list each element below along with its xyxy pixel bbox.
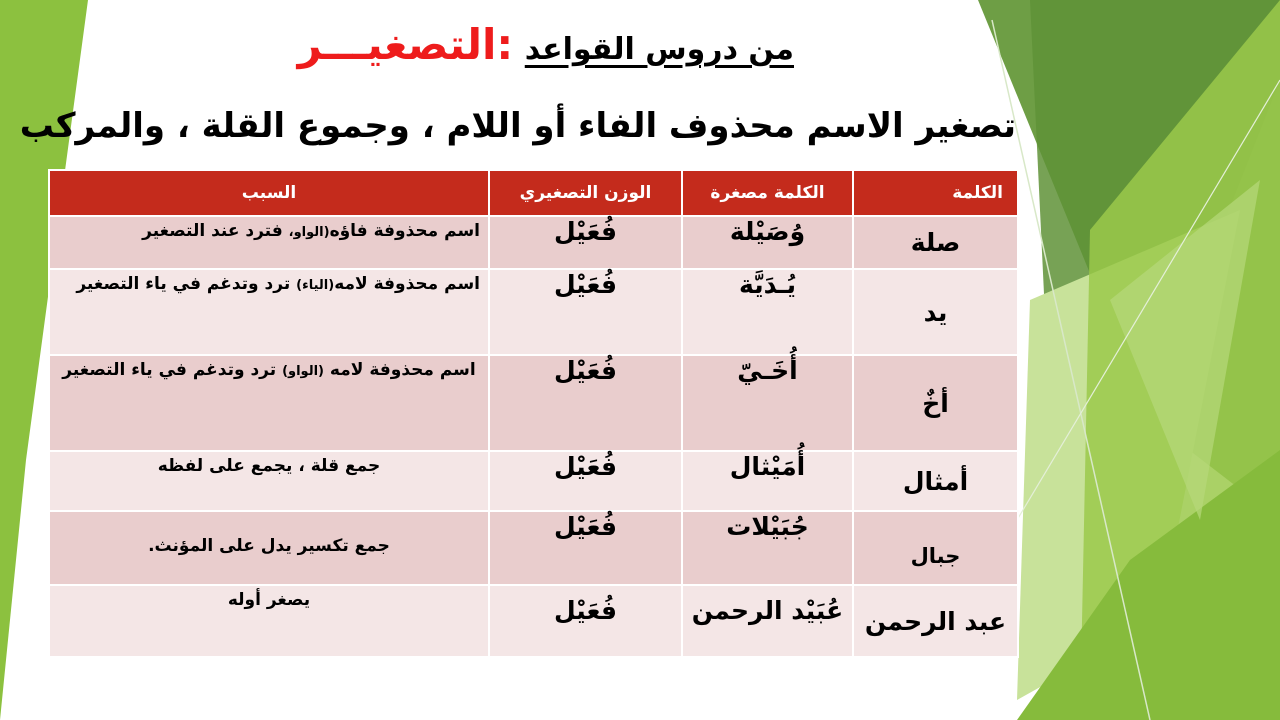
- title-colon: :: [496, 20, 514, 69]
- cell-word: يد: [853, 269, 1018, 355]
- cell-word: عبد الرحمن: [853, 585, 1018, 657]
- cell-word: صلة: [853, 216, 1018, 269]
- cell-reason: [49, 355, 489, 451]
- cell-diminutive: وُصَيْلة: [682, 216, 853, 269]
- cell-word: أمثال: [853, 451, 1018, 511]
- reason-text: اسم محذوفة فاؤه: [329, 221, 480, 241]
- reason-text: ترد وتدغم في ياء التصغير: [76, 274, 297, 294]
- diminutive-table: [48, 169, 1019, 658]
- slide-subtitle: تصغير الاسم محذوف الفاء أو اللام ، وجموع القلة ، والمركب: [19, 106, 1016, 146]
- table-row: [49, 355, 1018, 451]
- reason-text: اسم محذوفة لامه: [334, 274, 480, 294]
- table-header-row: [49, 170, 1018, 216]
- cell-diminutive: عُبَيْد الرحمن: [682, 585, 853, 657]
- cell-diminutive: أُخَـيّ: [682, 355, 853, 451]
- header-reason: السبب: [49, 170, 489, 216]
- cell-reason: يصغر أوله: [49, 585, 489, 657]
- reason-text: ترد وتدغم في ياء التصغير: [62, 360, 283, 380]
- reason-paren: (الواو،: [288, 225, 330, 240]
- title-main: التصغيـــر: [297, 20, 497, 69]
- cell-pattern: فُعَيْل: [489, 355, 682, 451]
- cell-reason: [49, 269, 489, 355]
- slide-title: [298, 20, 794, 69]
- header-word: الكلمة: [853, 170, 1018, 216]
- cell-word: جبال: [853, 511, 1018, 585]
- cell-diminutive: يُـدَيَّة: [682, 269, 853, 355]
- cell-diminutive: أُمَيْثال: [682, 451, 853, 511]
- cell-pattern: فُعَيْل: [489, 511, 682, 585]
- cell-pattern: فُعَيْل: [489, 451, 682, 511]
- reason-text: فترد عند التصغير: [142, 221, 289, 241]
- reason-text: اسم محذوفة لامه: [323, 360, 476, 380]
- cell-pattern: فُعَيْل: [489, 585, 682, 657]
- cell-reason: [49, 216, 489, 269]
- reason-paren: (الياء): [296, 278, 335, 293]
- header-diminutive: الكلمة مصغرة: [682, 170, 853, 216]
- table-row: [49, 511, 1018, 585]
- cell-diminutive: جُبَيْلات: [682, 511, 853, 585]
- table-row: [49, 216, 1018, 269]
- cell-pattern: فُعَيْل: [489, 269, 682, 355]
- title-prefix: من دروس القواعد: [524, 32, 794, 67]
- table-row: [49, 451, 1018, 511]
- table-row: [49, 269, 1018, 355]
- reason-paren: (الواو): [282, 364, 324, 379]
- table-row: [49, 585, 1018, 657]
- cell-reason: جمع تكسير يدل على المؤنث.: [49, 511, 489, 585]
- cell-word: أخٌ: [853, 355, 1018, 451]
- cell-reason: جمع قلة ، يجمع على لفظه: [49, 451, 489, 511]
- cell-pattern: فُعَيْل: [489, 216, 682, 269]
- header-pattern: الوزن التصغيري: [489, 170, 682, 216]
